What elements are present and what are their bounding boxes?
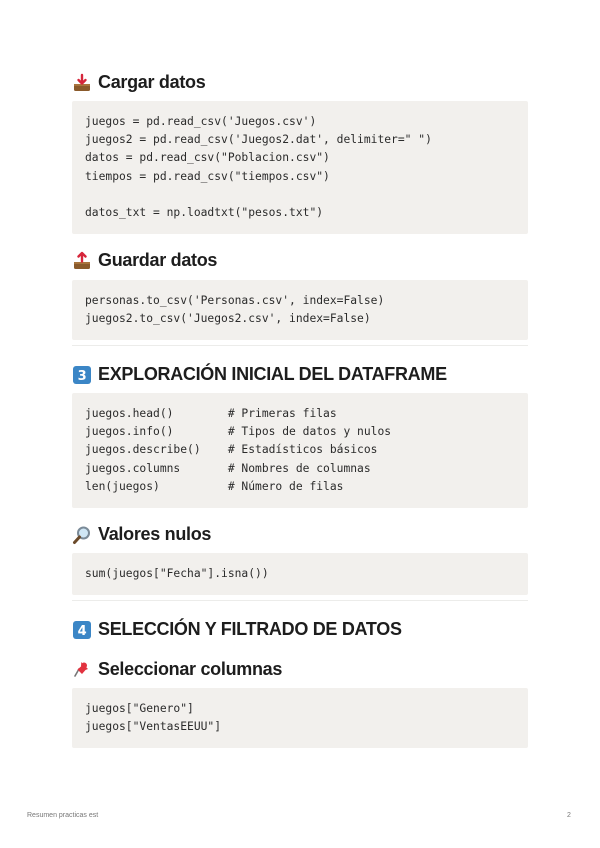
outbox-tray-icon xyxy=(72,251,92,271)
section-title-filter: SELECCIÓN Y FILTRADO DE DATOS xyxy=(98,619,402,639)
magnifying-glass-icon xyxy=(72,525,92,545)
divider xyxy=(72,345,528,346)
svg-text:3: 3 xyxy=(77,368,87,384)
section-title-load: Cargar datos xyxy=(98,72,206,92)
section-heading-filter xyxy=(72,619,402,640)
code-block-nulls: sum(juegos["Fecha"].isna()) xyxy=(72,553,528,595)
keycap-4-icon xyxy=(72,620,92,640)
inbox-tray-icon xyxy=(72,73,92,93)
section-title-nulls: Valores nulos xyxy=(98,524,212,544)
section-heading-load xyxy=(72,72,205,93)
footer-page-number: 2 xyxy=(567,812,571,819)
code-block-save: personas.to_csv('Personas.csv', index=False) juegos2.to_csv('Juegos2.csv', index=False) xyxy=(72,280,528,340)
svg-text:4: 4 xyxy=(77,623,87,639)
keycap-3-icon xyxy=(72,365,92,385)
code-block-load: juegos = pd.read_csv('Juegos.csv') juegos2 = pd.read_csv('Juegos2.dat', delimiter=" ") datos = pd.read_csv("Poblacion.csv") tiempos = pd.read_csv("tiempos.csv") datos_txt = np.loadtxt("pesos.txt") xyxy=(72,101,528,234)
pushpin-icon xyxy=(72,660,92,680)
section-title-save: Guardar datos xyxy=(98,250,218,270)
footer-document-title: Resumen practicas est xyxy=(27,812,99,819)
section-title-columns: Seleccionar columnas xyxy=(98,659,283,679)
divider xyxy=(72,600,528,601)
section-heading-save xyxy=(72,250,217,271)
section-heading-columns xyxy=(72,659,282,680)
section-heading-nulls xyxy=(72,524,211,545)
section-heading-explore xyxy=(72,364,447,385)
code-block-columns: juegos["Genero"] juegos["VentasEEUU"] xyxy=(72,688,528,748)
section-title-explore: EXPLORACIÓN INICIAL DEL DATAFRAME xyxy=(98,364,447,384)
code-block-explore: juegos.head() # Primeras filas juegos.info() # Tipos de datos y nulos juegos.describe() # Estadísticos básicos juegos.columns # Nombres de columnas len(juegos) # Número de filas xyxy=(72,393,528,508)
